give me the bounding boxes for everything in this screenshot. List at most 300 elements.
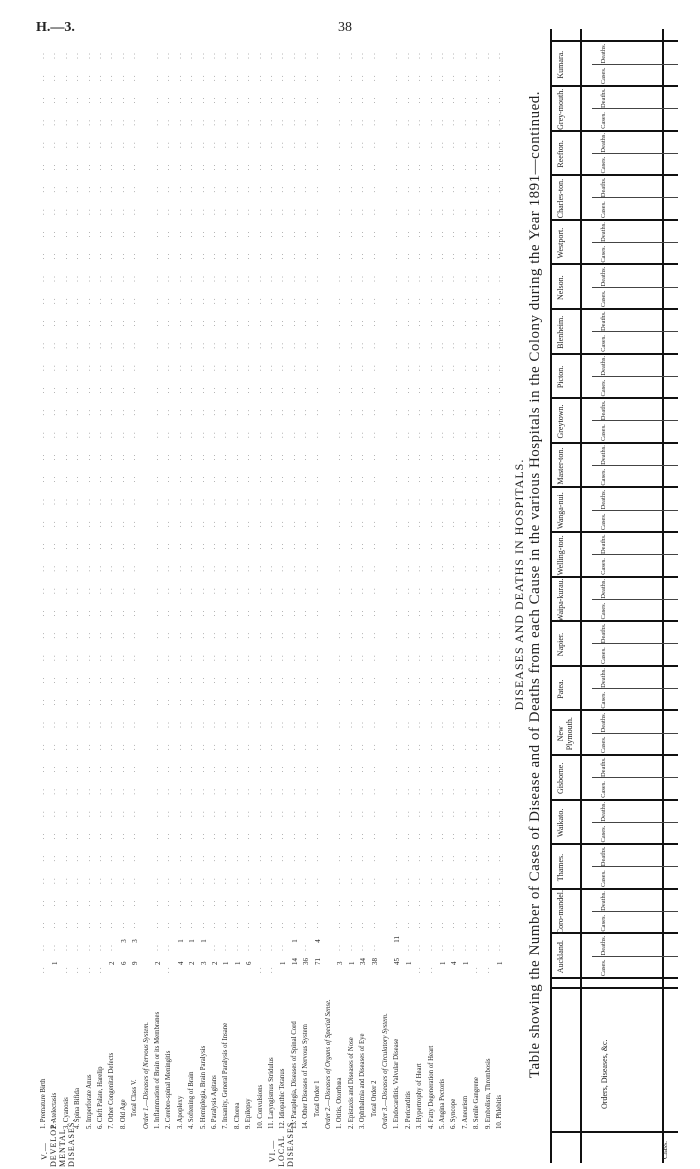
empty-cell-leader: . .: [85, 454, 92, 461]
empty-cell-leader: . .: [473, 565, 480, 572]
empty-cell-leader: . .: [416, 654, 423, 661]
empty-cell-leader: . .: [233, 498, 240, 505]
empty-cell-leader: . .: [279, 766, 286, 773]
auckland-cases-cell: 4: [450, 961, 459, 965]
auckland-deaths-cell: 1: [199, 939, 208, 943]
empty-cell-leader: . .: [256, 967, 263, 973]
disease-row-label: 12. Idiopathic Tetanus: [279, 1068, 287, 1129]
empty-cell-leader: . .: [85, 610, 92, 617]
empty-cell-leader: . .: [370, 788, 377, 795]
empty-cell-leader: . .: [97, 97, 103, 104]
empty-cell-leader: . .: [256, 164, 263, 171]
empty-cell-leader: . .: [404, 75, 411, 81]
empty-cell-leader: . .: [199, 654, 206, 661]
empty-cell-leader: . .: [427, 164, 434, 171]
empty-cell-leader: . .: [199, 565, 206, 572]
empty-cell-leader: . .: [211, 253, 217, 260]
order-heading: Order 2.—Diseases of Organs of Special Sense.: [325, 999, 332, 1129]
empty-cell-leader: . .: [279, 164, 286, 171]
empty-cell-leader: . .: [302, 409, 309, 416]
empty-cell-leader: . .: [393, 52, 400, 59]
empty-cell-leader: . .: [427, 944, 434, 951]
empty-cell-leader: . .: [302, 387, 309, 394]
empty-cell-leader: . .: [131, 498, 138, 505]
empty-cell-leader: . .: [119, 320, 126, 327]
empty-cell-leader: . .: [450, 944, 457, 951]
cases-subheader: Cases.: [600, 513, 607, 531]
empty-cell-leader: . .: [233, 788, 240, 795]
empty-cell-leader: . .: [62, 877, 69, 884]
empty-cell-leader: . .: [416, 810, 423, 817]
empty-cell-leader: . .: [439, 454, 445, 461]
auckland-cases-cell: 2: [188, 961, 197, 965]
empty-cell-leader: . .: [176, 476, 183, 483]
empty-cell-leader: . .: [484, 431, 491, 438]
empty-cell-leader: . .: [336, 97, 343, 104]
empty-cell-leader: . .: [450, 498, 457, 505]
empty-cell-leader: . .: [439, 766, 445, 773]
empty-cell-leader: . .: [290, 454, 297, 461]
empty-cell-leader: . .: [302, 565, 309, 572]
auckland-cases-cell: 1: [461, 961, 470, 965]
empty-cell-leader: . .: [211, 833, 217, 840]
cases-subheader: Cases.: [600, 468, 607, 486]
empty-cell-leader: . .: [51, 186, 58, 193]
empty-cell-leader: . .: [245, 431, 252, 438]
empty-cell-leader: . .: [336, 610, 343, 617]
hospital-header: Blenheim.: [556, 315, 565, 349]
empty-cell-leader: . .: [154, 409, 160, 416]
empty-cell-leader: . .: [461, 944, 468, 951]
empty-cell-leader: . .: [188, 320, 195, 327]
empty-cell-leader: . .: [336, 208, 343, 215]
empty-cell-leader: . .: [108, 498, 115, 505]
empty-cell-leader: . .: [256, 944, 263, 951]
auckland-cases-cell: 3: [199, 961, 208, 965]
empty-cell-leader: . .: [85, 141, 92, 148]
empty-cell-leader: . .: [74, 298, 81, 304]
empty-cell-leader: . .: [473, 387, 480, 394]
empty-cell-leader: . .: [290, 298, 297, 304]
empty-cell-leader: . .: [359, 119, 366, 126]
empty-cell-leader: . .: [85, 164, 92, 171]
empty-cell-leader: . .: [176, 97, 183, 104]
empty-cell-leader: . .: [450, 721, 457, 728]
hospital-divider: [550, 85, 678, 87]
empty-cell-leader: . .: [268, 320, 274, 327]
empty-cell-leader: . .: [85, 476, 92, 483]
empty-cell-leader: . .: [473, 699, 480, 706]
empty-cell-leader: . .: [85, 944, 92, 951]
empty-cell-leader: . .: [51, 164, 58, 171]
empty-cell-leader: . .: [496, 521, 502, 527]
empty-cell-leader: . .: [62, 944, 69, 951]
empty-cell-leader: . .: [165, 967, 172, 973]
empty-cell-leader: . .: [85, 721, 92, 728]
empty-cell-leader: . .: [108, 476, 115, 483]
empty-cell-leader: . .: [370, 231, 377, 238]
empty-cell-leader: . .: [302, 766, 309, 773]
empty-cell-leader: . .: [154, 52, 160, 59]
empty-cell-leader: . .: [404, 922, 411, 929]
empty-cell-leader: . .: [279, 922, 286, 929]
empty-cell-leader: . .: [461, 521, 468, 527]
empty-cell-leader: . .: [302, 877, 309, 884]
empty-cell-leader: . .: [416, 454, 423, 461]
empty-cell-leader: . .: [427, 476, 434, 483]
hospital-header: Thames.: [556, 853, 565, 882]
cases-subheader: Cases.: [600, 959, 607, 977]
empty-cell-leader: . .: [313, 877, 320, 884]
cases-subheader: Cases.: [600, 870, 607, 888]
empty-cell-leader: . .: [188, 677, 195, 684]
deaths-subheader: Deaths.: [600, 801, 607, 822]
empty-cell-leader: . .: [393, 320, 400, 327]
empty-cell-leader: . .: [313, 632, 320, 639]
empty-cell-leader: . .: [370, 944, 377, 951]
empty-cell-leader: . .: [484, 833, 491, 840]
empty-cell-leader: . .: [313, 298, 320, 304]
empty-cell-leader: . .: [439, 208, 445, 215]
empty-cell-leader: . .: [211, 699, 217, 706]
cases-subheader: Cases.: [600, 602, 607, 620]
empty-cell-leader: . .: [154, 677, 160, 684]
empty-cell-leader: . .: [222, 387, 229, 394]
empty-cell-leader: . .: [165, 52, 172, 59]
empty-cell-leader: . .: [97, 699, 103, 706]
disease-row-label: 1. Endocarditis, Valvular Disease: [393, 1038, 401, 1129]
empty-cell-leader: . .: [290, 476, 297, 483]
empty-cell-leader: . .: [245, 164, 252, 171]
empty-cell-leader: . .: [245, 75, 252, 81]
empty-cell-leader: . .: [313, 141, 320, 148]
empty-cell-leader: . .: [439, 654, 445, 661]
order-heading: Order 1.—Diseases of Nervous System.: [142, 1022, 150, 1129]
hospital-divider: [550, 932, 678, 934]
empty-cell-leader: . .: [439, 431, 445, 438]
empty-cell-leader: . .: [211, 387, 217, 394]
empty-cell-leader: . .: [154, 431, 160, 438]
empty-cell-leader: . .: [473, 75, 480, 81]
empty-cell-leader: . .: [347, 587, 354, 594]
empty-cell-leader: . .: [211, 654, 217, 661]
label-divider: [550, 987, 678, 989]
empty-cell-leader: . .: [370, 476, 377, 483]
empty-cell-leader: . .: [450, 833, 457, 840]
empty-cell-leader: . .: [74, 744, 81, 750]
empty-cell-leader: . .: [484, 364, 491, 371]
empty-cell-leader: . .: [85, 231, 92, 238]
empty-cell-leader: . .: [450, 164, 457, 171]
empty-cell-leader: . .: [393, 342, 400, 349]
empty-cell-leader: . .: [439, 788, 445, 795]
empty-cell-leader: . .: [336, 387, 343, 394]
disease-row-label: 2. Atelectasis: [51, 1092, 59, 1129]
empty-cell-leader: . .: [279, 387, 286, 394]
empty-cell-leader: . .: [85, 498, 92, 505]
empty-cell-leader: . .: [484, 208, 491, 215]
empty-cell-leader: . .: [370, 75, 377, 81]
empty-cell-leader: . .: [370, 253, 377, 260]
empty-cell-leader: . .: [404, 231, 411, 238]
empty-cell-leader: . .: [302, 587, 309, 594]
empty-cell-leader: . .: [85, 320, 92, 327]
empty-cell-leader: . .: [108, 141, 115, 148]
empty-cell-leader: . .: [97, 253, 103, 260]
empty-cell-leader: . .: [51, 498, 58, 505]
empty-cell-leader: . .: [370, 97, 377, 104]
empty-cell-leader: . .: [336, 855, 343, 862]
hospital-header: Napier.: [556, 632, 565, 657]
empty-cell-leader: . .: [211, 320, 217, 327]
empty-cell-leader: . .: [199, 298, 206, 304]
empty-cell-leader: . .: [439, 900, 445, 907]
empty-cell-leader: . .: [62, 387, 69, 394]
empty-cell-leader: . .: [233, 186, 240, 193]
empty-cell-leader: . .: [370, 766, 377, 773]
empty-cell-leader: . .: [97, 900, 103, 907]
empty-cell-leader: . .: [233, 521, 240, 527]
empty-cell-leader: . .: [108, 342, 115, 349]
empty-cell-leader: . .: [427, 967, 434, 973]
empty-cell-leader: . .: [188, 721, 195, 728]
empty-cell-leader: . .: [51, 610, 58, 617]
deaths-subheader: Deaths.: [600, 489, 607, 510]
empty-cell-leader: . .: [176, 833, 183, 840]
empty-cell-leader: . .: [290, 208, 297, 215]
empty-cell-leader: . .: [176, 543, 183, 550]
empty-cell-leader: . .: [359, 476, 366, 483]
empty-cell-leader: . .: [370, 833, 377, 840]
empty-cell-leader: . .: [450, 900, 457, 907]
empty-cell-leader: . .: [393, 877, 400, 884]
empty-cell-leader: . .: [370, 387, 377, 394]
empty-cell-leader: . .: [256, 855, 263, 862]
empty-cell-leader: . .: [119, 253, 126, 260]
empty-cell-leader: . .: [62, 164, 69, 171]
empty-cell-leader: . .: [484, 164, 491, 171]
empty-cell-leader: . .: [199, 186, 206, 193]
empty-cell-leader: . .: [74, 788, 81, 795]
empty-cell-leader: . .: [74, 610, 81, 617]
empty-cell-leader: . .: [496, 699, 502, 706]
empty-cell-leader: . .: [370, 186, 377, 193]
empty-cell-leader: . .: [416, 543, 423, 550]
empty-cell-leader: . .: [268, 387, 274, 394]
empty-cell-leader: . .: [393, 721, 400, 728]
empty-cell-leader: . .: [404, 677, 411, 684]
empty-cell-leader: . .: [268, 654, 274, 661]
empty-cell-leader: . .: [336, 119, 343, 126]
empty-cell-leader: . .: [404, 342, 411, 349]
empty-cell-leader: . .: [108, 521, 115, 527]
empty-cell-leader: . .: [188, 454, 195, 461]
empty-cell-leader: . .: [496, 231, 502, 238]
empty-cell-leader: . .: [211, 275, 217, 282]
empty-cell-leader: . .: [370, 364, 377, 371]
empty-cell-leader: . .: [484, 97, 491, 104]
empty-cell-leader: . .: [199, 431, 206, 438]
empty-cell-leader: . .: [199, 141, 206, 148]
empty-cell-leader: . .: [370, 543, 377, 550]
empty-cell-leader: . .: [97, 364, 103, 371]
empty-cell-leader: . .: [393, 766, 400, 773]
empty-cell-leader: . .: [450, 431, 457, 438]
empty-cell-leader: . .: [393, 610, 400, 617]
empty-cell-leader: . .: [62, 610, 69, 617]
empty-cell-leader: . .: [131, 900, 138, 907]
empty-cell-leader: . .: [256, 744, 263, 750]
empty-cell-leader: . .: [347, 744, 354, 750]
empty-cell-leader: . .: [279, 855, 286, 862]
empty-cell-leader: . .: [427, 810, 434, 817]
empty-cell-leader: . .: [51, 833, 58, 840]
empty-cell-leader: . .: [393, 186, 400, 193]
empty-cell-leader: . .: [484, 342, 491, 349]
empty-cell-leader: . .: [279, 186, 286, 193]
empty-cell-leader: . .: [336, 565, 343, 572]
empty-cell-leader: . .: [40, 699, 46, 706]
empty-cell-leader: . .: [97, 788, 103, 795]
empty-cell-leader: . .: [154, 810, 160, 817]
empty-cell-leader: . .: [256, 97, 263, 104]
empty-cell-leader: . .: [279, 476, 286, 483]
empty-cell-leader: . .: [256, 119, 263, 126]
empty-cell-leader: . .: [51, 699, 58, 706]
empty-cell-leader: . .: [245, 699, 252, 706]
auckland-deaths-cell: 1: [188, 939, 197, 943]
empty-cell-leader: . .: [222, 498, 229, 505]
empty-cell-leader: . .: [165, 141, 172, 148]
empty-cell-leader: . .: [154, 141, 160, 148]
empty-cell-leader: . .: [62, 208, 69, 215]
empty-cell-leader: . .: [393, 275, 400, 282]
empty-cell-leader: . .: [370, 275, 377, 282]
empty-cell-leader: . .: [85, 521, 92, 527]
empty-cell-leader: . .: [461, 587, 468, 594]
empty-cell-leader: . .: [427, 141, 434, 148]
empty-cell-leader: . .: [119, 231, 126, 238]
empty-cell-leader: . .: [484, 922, 491, 929]
empty-cell-leader: . .: [97, 833, 103, 840]
empty-cell-leader: . .: [393, 833, 400, 840]
empty-cell-leader: . .: [336, 164, 343, 171]
empty-cell-leader: . .: [461, 75, 468, 81]
empty-cell-leader: . .: [416, 275, 423, 282]
empty-cell-leader: . .: [154, 97, 160, 104]
empty-cell-leader: . .: [450, 654, 457, 661]
empty-cell-leader: . .: [450, 788, 457, 795]
empty-cell-leader: . .: [336, 186, 343, 193]
empty-cell-leader: . .: [416, 476, 423, 483]
empty-cell-leader: . .: [336, 922, 343, 929]
hospital-divider: [550, 799, 678, 801]
empty-cell-leader: . .: [404, 186, 411, 193]
auckland-cases-cell: 9: [131, 961, 140, 965]
empty-cell-leader: . .: [154, 855, 160, 862]
empty-cell-leader: . .: [359, 342, 366, 349]
empty-cell-leader: . .: [233, 944, 240, 951]
empty-cell-leader: . .: [393, 387, 400, 394]
empty-cell-leader: . .: [313, 431, 320, 438]
empty-cell-leader: . .: [131, 119, 138, 126]
empty-cell-leader: . .: [268, 565, 274, 572]
empty-cell-leader: . .: [51, 97, 58, 104]
empty-cell-leader: . .: [222, 342, 229, 349]
empty-cell-leader: . .: [290, 320, 297, 327]
empty-cell-leader: . .: [131, 476, 138, 483]
auckland-cases-cell: 1: [404, 961, 413, 965]
empty-cell-leader: . .: [290, 833, 297, 840]
empty-cell-leader: . .: [268, 833, 274, 840]
empty-cell-leader: . .: [85, 364, 92, 371]
disease-row-label: 10. Convulsions: [256, 1084, 264, 1129]
empty-cell-leader: . .: [256, 387, 263, 394]
empty-cell-leader: . .: [347, 52, 354, 59]
empty-cell-leader: . .: [222, 454, 229, 461]
empty-cell-leader: . .: [279, 877, 286, 884]
empty-cell-leader: . .: [119, 610, 126, 617]
empty-cell-leader: . .: [347, 431, 354, 438]
cases-subheader: Cases.: [600, 112, 607, 129]
empty-cell-leader: . .: [74, 454, 81, 461]
empty-cell-leader: . .: [393, 744, 400, 750]
empty-cell-leader: . .: [222, 855, 229, 862]
empty-cell-leader: . .: [40, 900, 46, 907]
empty-cell-leader: . .: [427, 75, 434, 81]
empty-cell-leader: . .: [97, 208, 103, 215]
empty-cell-leader: . .: [165, 186, 172, 193]
total-row-label: Total Order 1: [313, 1080, 321, 1117]
empty-cell-leader: . .: [393, 699, 400, 706]
empty-cell-leader: . .: [473, 364, 480, 371]
empty-cell-leader: . .: [427, 298, 434, 304]
empty-cell-leader: . .: [154, 231, 160, 238]
empty-cell-leader: . .: [108, 677, 115, 684]
empty-cell-leader: . .: [450, 320, 457, 327]
empty-cell-leader: . .: [176, 498, 183, 505]
empty-cell-leader: . .: [496, 654, 502, 661]
empty-cell-leader: . .: [290, 498, 297, 505]
empty-cell-leader: . .: [62, 565, 69, 572]
empty-cell-leader: . .: [233, 721, 240, 728]
empty-cell-leader: . .: [484, 699, 491, 706]
empty-cell-leader: . .: [359, 253, 366, 260]
empty-cell-leader: . .: [427, 587, 434, 594]
empty-cell-leader: . .: [51, 342, 58, 349]
empty-cell-leader: . .: [336, 275, 343, 282]
empty-cell-leader: . .: [199, 721, 206, 728]
empty-cell-leader: . .: [336, 877, 343, 884]
empty-cell-leader: . .: [74, 565, 81, 572]
empty-cell-leader: . .: [199, 922, 206, 929]
empty-cell-leader: . .: [290, 721, 297, 728]
empty-cell-leader: . .: [199, 632, 206, 639]
empty-cell-leader: . .: [268, 342, 274, 349]
empty-cell-leader: . .: [85, 119, 92, 126]
empty-cell-leader: . .: [473, 967, 480, 973]
empty-cell-leader: . .: [496, 320, 502, 327]
empty-cell-leader: . .: [211, 498, 217, 505]
empty-cell-leader: . .: [450, 587, 457, 594]
empty-cell-leader: . .: [359, 900, 366, 907]
empty-cell-leader: . .: [461, 364, 468, 371]
empty-cell-leader: . .: [40, 97, 46, 104]
empty-cell-leader: . .: [416, 967, 423, 973]
empty-cell-leader: . .: [62, 967, 69, 973]
hospital-divider: [550, 308, 678, 310]
empty-cell-leader: . .: [347, 320, 354, 327]
